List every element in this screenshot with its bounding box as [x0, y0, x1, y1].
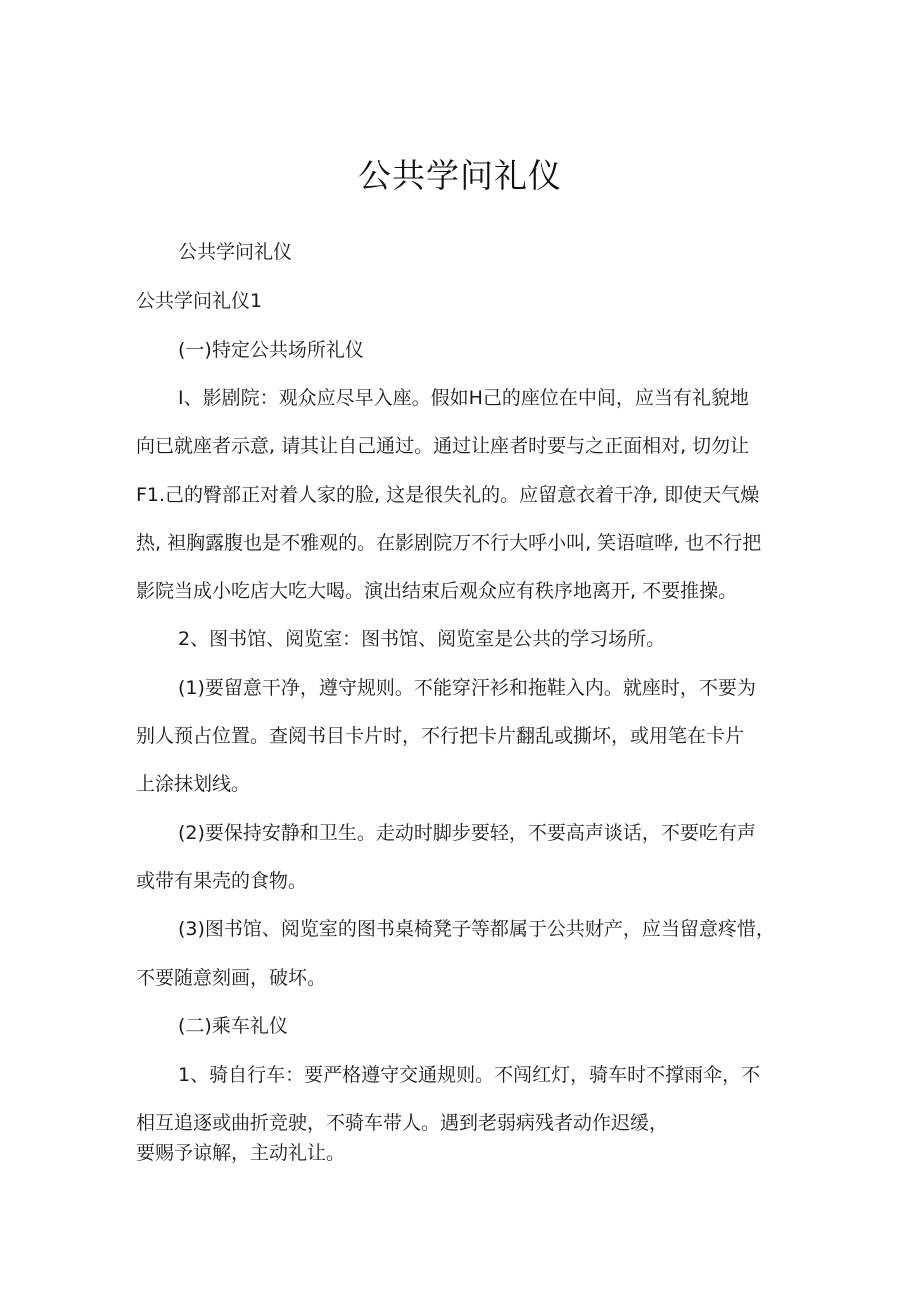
paragraph-line: 或带有果壳的食物。: [136, 870, 308, 892]
paragraph-line: (1)要留意干净，遵守规则。不能穿汗衫和拖鞋入内。就座时，不要为: [178, 677, 756, 699]
paragraph-line: 不要随意刻画，破坏。: [136, 967, 327, 989]
paragraph-line: 1、骑自行车：要严格遵守交通规则。不闯红灯，骑车时不撑雨伞，不: [178, 1064, 761, 1086]
paragraph-line: 热, 袒胸露腹也是不雅观的。在影剧院万不行大呼小叫, 笑语喧哗, 也不行把: [136, 532, 762, 554]
paragraph-line: 别人预占位置。查阅书目卡片时，不行把卡片翻乱或撕坏，或用笔在卡片: [136, 725, 745, 747]
paragraph-line: 2、图书馆、阅览室：图书馆、阅览室是公共的学习场所。: [178, 628, 666, 650]
paragraph-line: 向已就座者示意, 请其让自己通过。通过让座者时要与之正面相对, 切勿让: [136, 435, 750, 457]
document-title: 公共学问礼仪: [358, 156, 562, 195]
paragraph-line: (2)要保持安静和卫生。走动时脚步要轻，不要高声谈话，不要吃有声: [178, 822, 756, 844]
paragraph-line: I、影剧院：观众应尽早入座。假如H己的座位在中间，应当有礼貌地: [178, 387, 749, 409]
subsection-heading: (一)特定公共场所礼仪: [178, 339, 364, 361]
subsection-heading: (二)乘车礼仪: [178, 1015, 288, 1037]
subtitle-line: 公共学问礼仪: [178, 241, 293, 263]
paragraph-line: (3)图书馆、阅览室的图书桌椅凳子等都属于公共财产，应当留意疼惜，: [178, 918, 775, 940]
paragraph-line: 上涂抹划线。: [136, 773, 251, 795]
paragraph-line: F1.己的臀部正对着人家的脸, 这是很失礼的。应留意衣着干净, 即使天气燥: [136, 484, 760, 506]
section-heading: 公共学问礼仪1: [136, 290, 263, 312]
paragraph-line: 影院当成小吃店大吃大喝。演出结束后观众应有秩序地离开, 不要推操。: [136, 580, 738, 602]
paragraph-line: 要赐予谅解，主动礼让。: [136, 1142, 346, 1164]
paragraph-line: 相互追逐或曲折竞驶，不骑车带人。遇到老弱病残者动作迟缓，: [136, 1112, 669, 1134]
